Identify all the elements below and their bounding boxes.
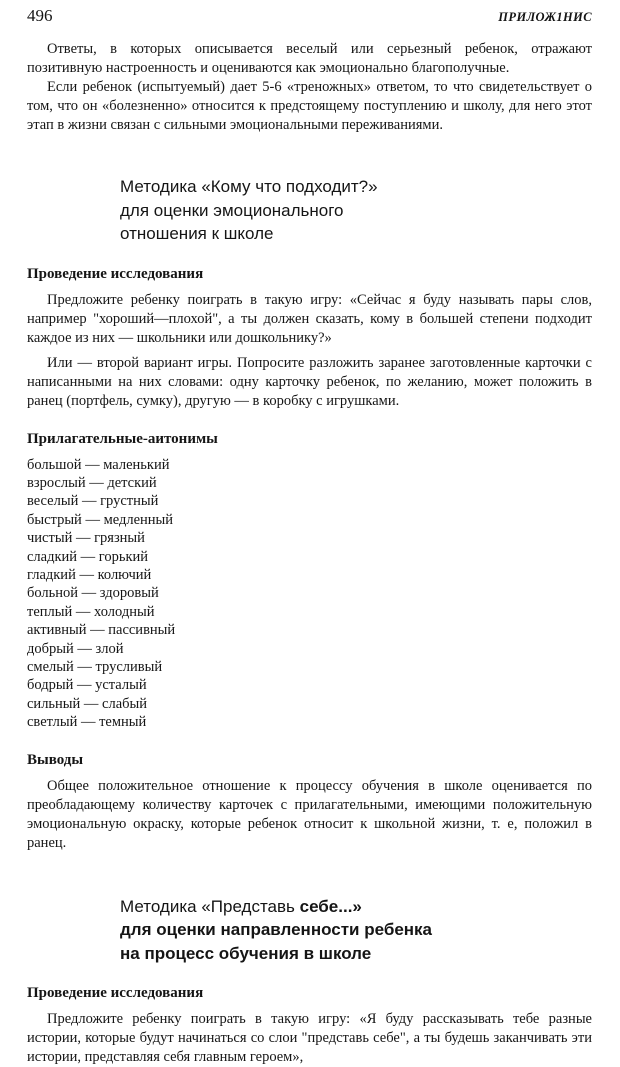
section2-heading-line3: на процесс обучения в школе: [120, 943, 372, 963]
section1-paragraph-1: Предложите ребенку поиграть в такую игру: «Сейчас я буду называть пары слов, например "хороший—плохой", а ты должен сказать, кому в большей степени подходит каждое из них — школьники или дошкольнику?»: [27, 291, 592, 346]
section1-heading-line3: отношения к школе: [120, 224, 274, 243]
intro-paragraph-2: Если ребенок (испытуемый) дает 5-6 «треножных» ответом, то что свидетельствует о том, что он «болезненно» относится к предстоящему поступлению и школу, для него этот этап в жизни связан с сильными эмоциональными переживаниями.: [27, 79, 592, 133]
section1-subheading-antonyms: Прилагательные-аитонимы: [27, 430, 218, 447]
section2-heading: [120, 895, 592, 966]
antonym-pair: чистый — грязный: [27, 530, 145, 547]
antonym-pair: большой — маленький: [27, 456, 170, 473]
antonym-pair: гладкий — колючий: [27, 566, 152, 583]
antonym-pair: быстрый — медленный: [27, 511, 174, 528]
section1-conclusion-paragraph: Общее положительное отношение к процессу обучения в школе оценивается по преобладающему количеству карточек с прилагательными, имеющими положительную эмоциональную окраску, которые ребенок относит к школьной жизни, т. е, положил в ранец.: [27, 777, 592, 851]
section1-heading-line2: для оценки эмоционального: [120, 200, 344, 220]
section2-subheading-procedure: Проведение исследования: [27, 985, 204, 1002]
antonym-pair: активный — пассивный: [27, 622, 176, 639]
section2-heading-line2: для оценки направленности ребенка: [120, 920, 433, 940]
section1-heading-line1: Методика «Кому что подходит?»: [120, 177, 378, 196]
running-title: ПРИЛОЖ1НИС: [498, 10, 592, 24]
antonym-list: [27, 456, 592, 732]
antonym-pair: взрослый — детский: [27, 474, 157, 491]
antonym-pair: сильный — слабый: [27, 695, 148, 712]
section2-paragraph-1: Предложите ребенку поиграть в такую игру: «Я буду рассказывать тебе разные истории, которые будут начинаться со слои "представь себе", а ты будешь заканчивать эти истории, представляя себя главным героем»,: [27, 1011, 592, 1066]
section1-paragraph-2: Или — второй вариант игры. Попросите разложить заранее заготовленные карточки с написанными на них словами: одну карточку ребенок, по желанию, может положить в ранец (портфель, сумку), другую — в коробку с игрушками.: [27, 354, 592, 409]
antonym-pair: светлый — темный: [27, 714, 147, 731]
section2-heading-line1-bold: себе...»: [299, 896, 362, 916]
antonym-pair: теплый — холодный: [27, 603, 155, 620]
page-number: 496: [27, 6, 53, 25]
section2-heading-line1: [120, 895, 592, 919]
intro-paragraph-1: Ответы, в которых описывается веселый или серьезный ребенок, отражают позитивную настроенность и оцениваются как эмоционально благополучные.: [27, 41, 592, 76]
running-header: [27, 6, 592, 26]
antonym-pair: добрый — злой: [27, 640, 124, 657]
section1-subheading-conclusions: Выводы: [27, 751, 84, 768]
section2-heading-line1-regular: Методика «Представь: [120, 896, 300, 916]
antonym-pair: сладкий — горький: [27, 548, 149, 565]
antonym-pair: смелый — трусливый: [27, 658, 163, 675]
antonym-pair: бодрый — усталый: [27, 677, 147, 694]
antonym-pair: больной — здоровый: [27, 585, 159, 602]
section1-subheading-procedure: Проведение исследования: [27, 265, 204, 282]
section1-heading: [120, 175, 592, 246]
antonym-pair: веселый — грустный: [27, 493, 159, 510]
